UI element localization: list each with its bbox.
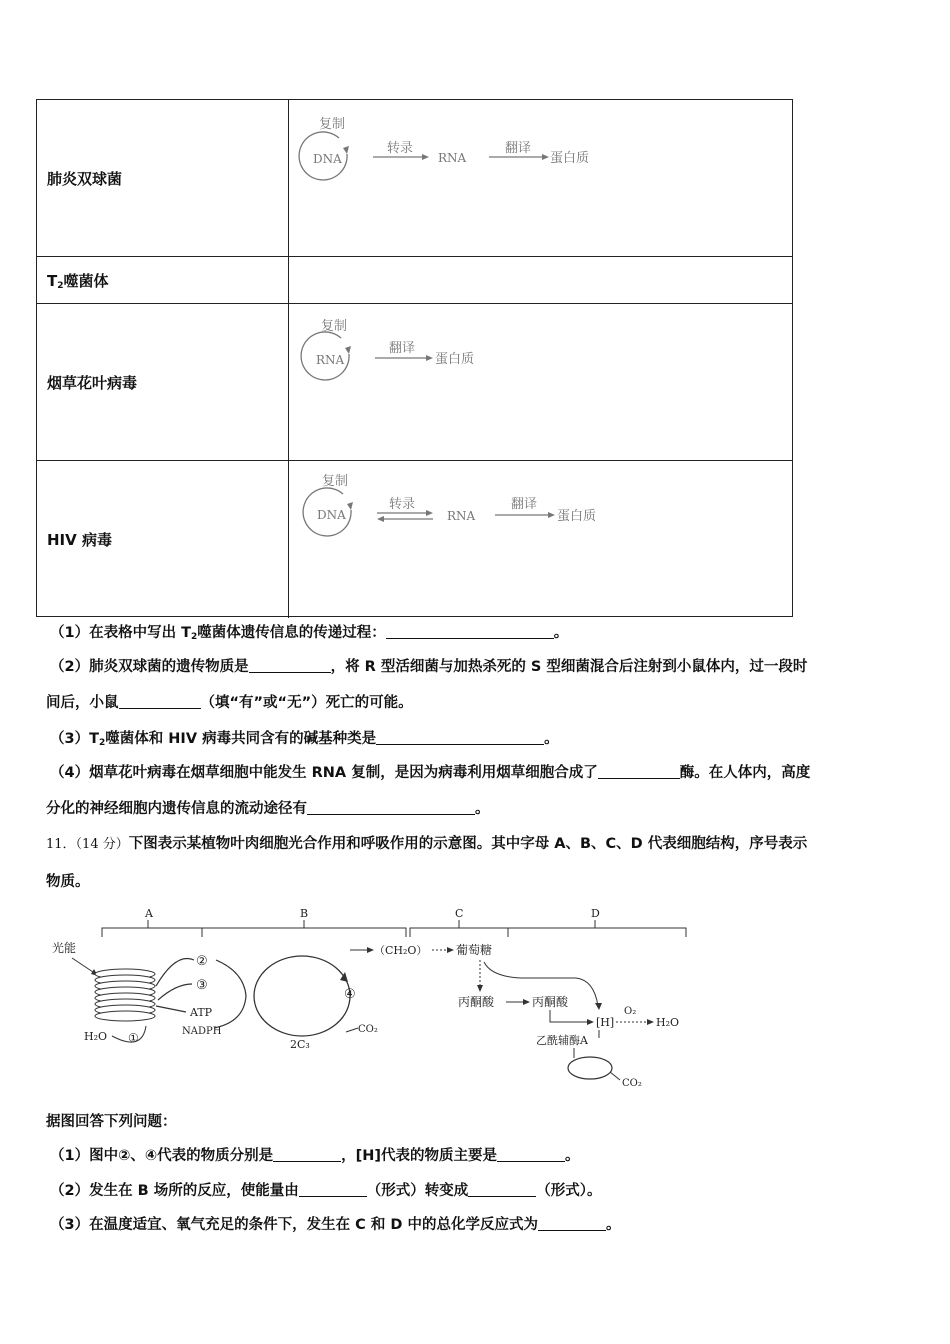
answer-blank[interactable]	[376, 730, 544, 745]
flow-diagram	[289, 304, 793, 461]
q11-intro	[46, 1110, 177, 1131]
dna-label: DNA	[317, 508, 346, 522]
substance-1: ①	[128, 1031, 139, 1045]
co2-label: CO₂	[358, 1024, 378, 1035]
text: 噬菌体和 HIV 病毒共同含有的碱基种类是	[105, 731, 377, 747]
protein-label: 蛋白质	[550, 151, 590, 166]
flow-diagram	[289, 100, 793, 257]
answer-blank[interactable]	[307, 800, 475, 815]
substance-3: ③	[196, 978, 208, 993]
q10-part3	[50, 727, 559, 748]
glycolysis-arrowhead	[477, 985, 483, 992]
diagram-cell-empty	[289, 257, 792, 303]
pyruvate-to-h-arrow	[550, 1010, 590, 1022]
c3-label: 2C₃	[290, 1038, 310, 1051]
organism-cell	[37, 257, 289, 303]
text: 。	[605, 1217, 621, 1233]
organism-prefix: T	[47, 271, 58, 290]
pyruvate-arrowhead	[523, 999, 530, 1005]
to-glucose-arrowhead	[447, 947, 454, 953]
translate-label: 翻译	[389, 341, 416, 356]
text: 。	[544, 731, 559, 747]
q11-stem	[46, 832, 807, 853]
organism-label	[47, 270, 109, 291]
flow-diagram	[289, 461, 793, 618]
answer-blank[interactable]	[386, 624, 554, 639]
label-a: A	[145, 907, 153, 920]
rna-label: RNA	[447, 509, 476, 523]
q10-part1	[50, 621, 568, 642]
table-row	[37, 461, 792, 618]
answer-blank[interactable]	[497, 1147, 565, 1162]
text: （形式）转变成	[366, 1183, 469, 1199]
label-d: D	[591, 907, 600, 920]
h-label: [H]	[596, 1016, 615, 1029]
to-h2o-arrowhead	[647, 1019, 654, 1025]
reverse-transcribe-arrowhead	[377, 516, 384, 522]
text: （4）烟草花叶病毒在烟草细胞中能发生 RNA 复制，是因为病毒利用烟草细胞合成了	[50, 765, 598, 781]
answer-blank[interactable]	[299, 1182, 367, 1197]
text: 物质。	[46, 874, 90, 890]
organism-label: 烟草花叶病毒	[47, 373, 138, 392]
text: （形式）。	[536, 1183, 602, 1199]
pyruvate-label-2: 丙酮酸	[532, 995, 569, 1009]
text: 据图回答下列问题：	[46, 1114, 177, 1130]
subscript: 2	[98, 738, 106, 748]
replicate-arrowhead	[343, 146, 349, 154]
thylakoid-stack-icon	[95, 969, 155, 1021]
replicate-arrowhead	[345, 346, 351, 354]
text: 间后，小鼠	[46, 695, 119, 711]
q11-part1	[50, 1144, 580, 1165]
q11-stem-cont	[46, 870, 90, 891]
glucose-label: 葡萄糖	[456, 943, 493, 957]
organism-suffix: 噬菌体	[63, 271, 109, 290]
q11-part3	[50, 1213, 620, 1234]
atp-label: ATP	[190, 1006, 213, 1019]
text: （2）发生在 B 场所的反应，使能量由	[50, 1183, 299, 1199]
q10-part2-cont	[46, 691, 413, 712]
to-3-arrow	[158, 984, 192, 1000]
replicate-label: 复制	[322, 474, 349, 489]
table-row	[37, 100, 792, 257]
ch2o-label: （CH₂O）	[374, 944, 428, 957]
q10-part4	[50, 761, 810, 782]
replicate-arrowhead	[347, 502, 353, 510]
light-label: 光能	[52, 941, 77, 955]
q10-part2	[50, 655, 807, 676]
text: 。	[553, 625, 569, 641]
transcribe-arrowhead	[422, 154, 429, 160]
text: （3）在温度适宜、氧气充足的条件下，发生在 C 和 D 中的总化学反应式为	[50, 1217, 538, 1233]
transcribe-label: 转录	[389, 497, 416, 512]
organism-cell	[37, 304, 289, 460]
text: ，[H]代表的物质主要是	[341, 1148, 498, 1164]
translate-label: 翻译	[511, 497, 538, 512]
text: （3）T	[50, 731, 99, 747]
substance-4: ④	[344, 987, 356, 1002]
question-number: 11．（14 分）	[46, 837, 129, 852]
q11-part2	[50, 1179, 602, 1200]
substance-2: ②	[196, 954, 208, 969]
rna-label: RNA	[316, 353, 345, 367]
text: （2）肺炎双球菌的遗传物质是	[50, 659, 249, 675]
subscript: 2	[191, 632, 198, 642]
light-arrow	[72, 958, 96, 974]
nadph-label: NADPH	[182, 1026, 222, 1037]
atp-arrow	[156, 1006, 186, 1012]
genetic-info-table	[36, 99, 793, 617]
citric-acid-cycle	[568, 1057, 612, 1079]
replicate-label: 复制	[319, 117, 346, 132]
q10-part4-cont	[46, 797, 490, 818]
organism-cell	[37, 461, 289, 618]
text: （填“有”或“无”）死亡的可能。	[200, 695, 413, 711]
text: （1）图中②、④代表的物质分别是	[50, 1148, 274, 1164]
text: 下图表示某植物叶肉细胞光合作用和呼吸作用的示意图。其中字母 A、B、C、D 代表细胞结构，序号表示	[128, 836, 808, 852]
regenerate-arrow	[214, 960, 246, 1028]
dna-label: DNA	[313, 152, 342, 166]
translate-label: 翻译	[505, 141, 532, 156]
photosynthesis-respiration-figure	[46, 902, 706, 1094]
organism-subscript: 2	[57, 280, 64, 291]
table-row	[37, 257, 792, 304]
organism-label: HIV 病毒	[47, 531, 112, 549]
calvin-cycle	[254, 956, 350, 1036]
acetyl-coa-label: 乙酰辅酶A	[536, 1034, 588, 1047]
to-2-arrow	[156, 958, 194, 986]
answer-blank[interactable]	[538, 1216, 606, 1231]
co2-in-arrow	[346, 1028, 358, 1032]
diagram-cell	[289, 304, 792, 460]
organism-label: 肺炎双球菌	[47, 169, 123, 188]
diagram-cell	[289, 100, 792, 256]
text: 。	[565, 1148, 580, 1164]
translate-arrowhead	[426, 355, 433, 361]
text: （1）在表格中写出 T	[50, 625, 192, 641]
o2-label: O₂	[624, 1006, 637, 1017]
protein-label: 蛋白质	[435, 352, 475, 367]
h2o-label: H₂O	[84, 1030, 108, 1043]
answer-blank[interactable]	[468, 1182, 536, 1197]
translate-arrowhead	[548, 512, 555, 518]
text: ，将 R 型活细菌与加热杀死的 S 型细菌混合后注射到小鼠体内，过一段时	[330, 659, 808, 675]
glucose-to-h-arrowhead	[595, 1003, 602, 1010]
co2-out-arrow	[610, 1072, 620, 1080]
structure-brackets	[102, 920, 686, 937]
pyruvate-label: 丙酮酸	[458, 995, 495, 1009]
to-ch2o-arrowhead	[367, 947, 374, 953]
h2o-product-label: H₂O	[656, 1016, 680, 1029]
translate-arrowhead	[542, 154, 549, 160]
answer-blank[interactable]	[119, 694, 201, 709]
table-row	[37, 304, 792, 461]
diagram-cell	[289, 461, 792, 618]
text: 。	[475, 801, 490, 817]
answer-blank[interactable]	[598, 764, 680, 779]
transcribe-arrowhead	[426, 510, 433, 516]
rna-label: RNA	[438, 151, 467, 165]
label-b: B	[300, 907, 309, 920]
label-c: C	[455, 907, 464, 920]
text: 酶。在人体内，高度	[679, 765, 811, 781]
text: 噬菌体遗传信息的传递过程：	[197, 625, 386, 641]
co2-product-label: CO₂	[622, 1078, 642, 1089]
replicate-label: 复制	[321, 319, 348, 334]
pyruvate-to-h-arrowhead	[587, 1019, 594, 1025]
text: 分化的神经细胞内遗传信息的流动途径有	[46, 801, 307, 817]
organism-cell	[37, 100, 289, 256]
protein-label: 蛋白质	[557, 509, 597, 524]
transcribe-label: 转录	[387, 141, 414, 156]
answer-blank[interactable]	[249, 658, 331, 673]
answer-blank[interactable]	[273, 1147, 341, 1162]
